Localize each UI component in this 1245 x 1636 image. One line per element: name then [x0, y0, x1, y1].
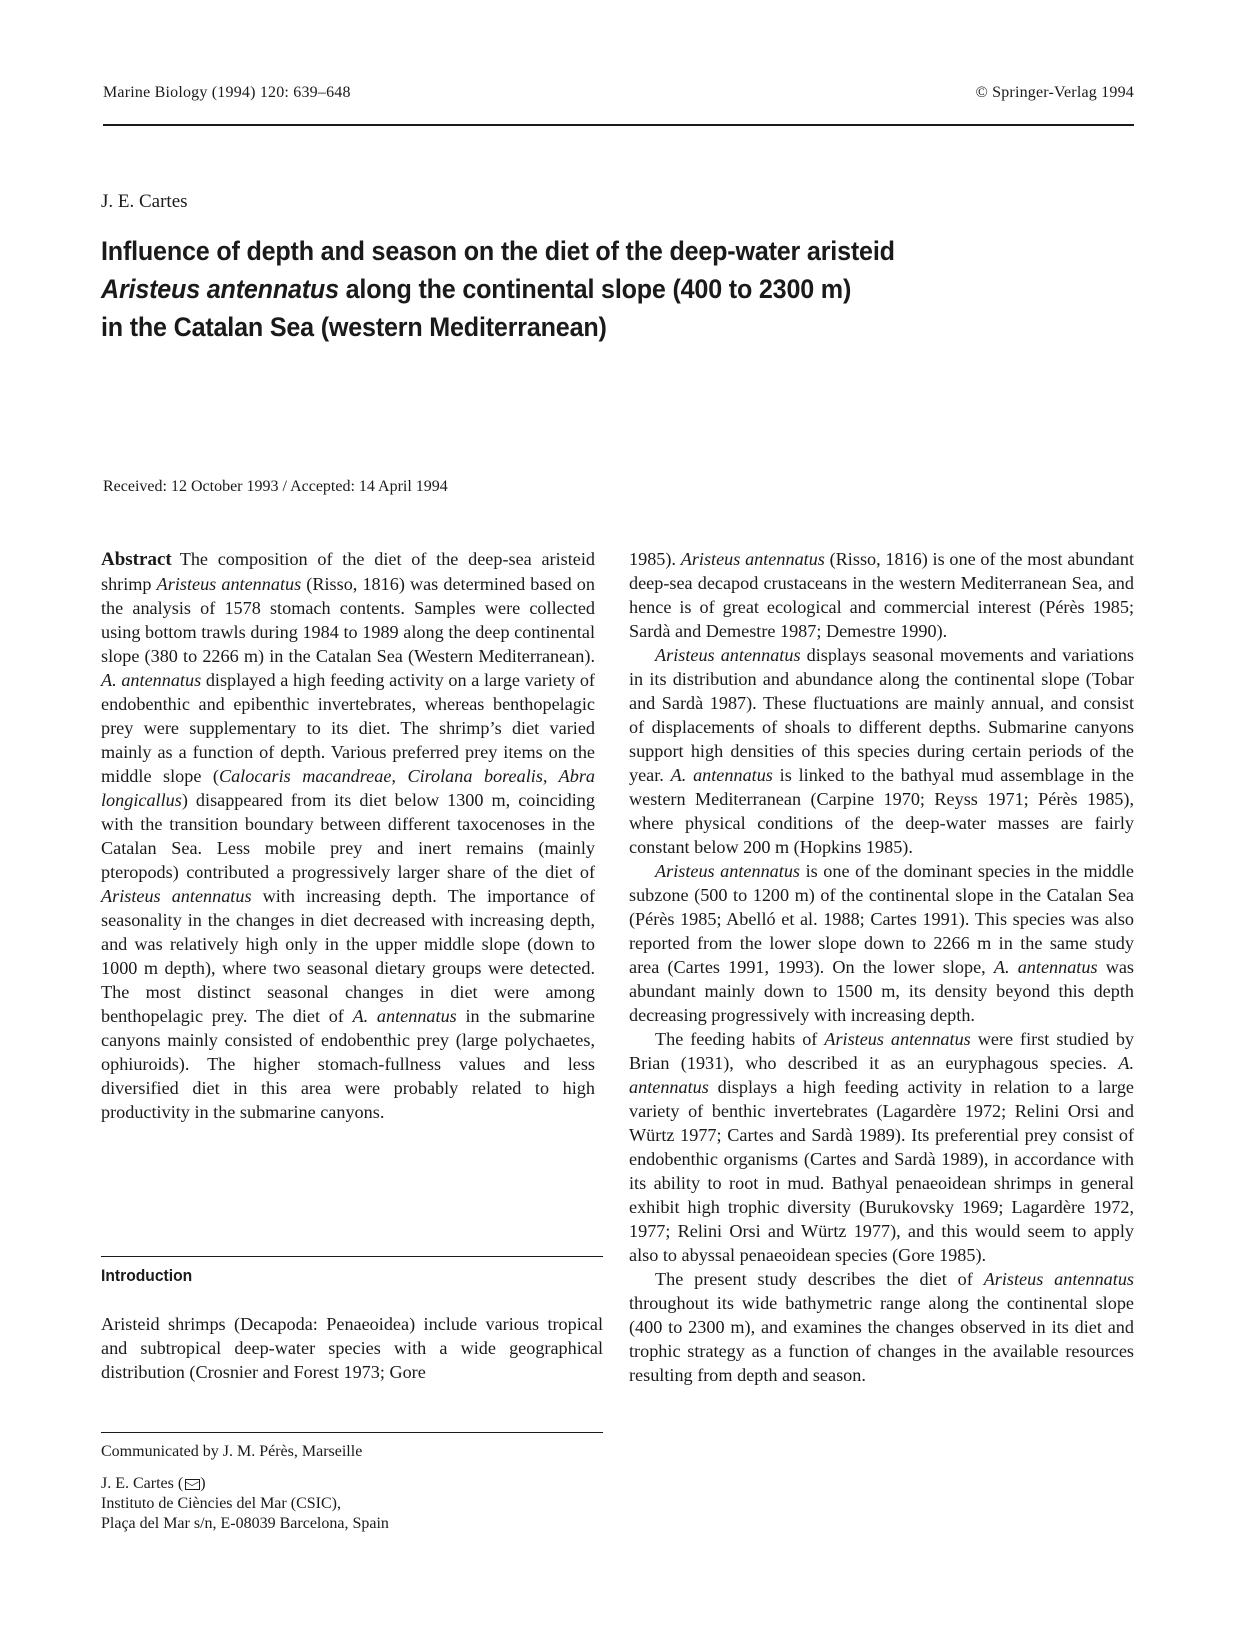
abstract-italic: Aristeus antennatus	[156, 574, 302, 594]
correspondence: J. E. Cartes ( )	[101, 1475, 206, 1492]
abstract-text: ) disappeared from its diet below 1300 m, coinciding with the transition boundary between different taxocenoses in the Catalan Sea. Less mobile prey and inert remains (mainly pteropods) contributed a progressively larger share of the diet of	[101, 790, 595, 882]
abstract-text: in the submarine canyons mainly consisted of endobenthic prey (large polychaetes, ophiuroids). The higher stomach-fullness values and less diversified diet in this area were probably related to high productivity in the submarine canyons.	[101, 1006, 595, 1122]
body-text: is one of the dominant species in the middle subzone (500 to 1200 m) of the continental slope in the Catalan Sea (Pérès 1985; Abelló et al. 1988; Cartes 1991). This species was also reported from the lower slope down to 2266 m in the same study area (Cartes 1991, 1993). On the lower slope,	[629, 861, 1134, 977]
envelope-icon	[185, 1479, 200, 1490]
body-italic: Aristeus antennatus	[824, 1029, 971, 1049]
body-text: throughout its wide bathymetric range along the continental slope (400 to 2300 m), and examines the changes observed in its diet and trophic strategy as a function of changes in the available resources resulting from depth and season.	[629, 1293, 1134, 1385]
title-line-3: in the Catalan Sea (western Mediterranean)	[101, 312, 607, 342]
communicated-by: Communicated by J. M. Pérès, Marseille	[101, 1443, 363, 1460]
introduction-paragraph: Aristeid shrimps (Decapoda: Penaeoidea) include various tropical and subtropical deep-water species with a wide geographical distribution (Crosnier and Forest 1973; Gore	[101, 1314, 603, 1382]
abstract-text: with increasing depth. The importance of seasonality in the changes in diet decreased with increasing depth, and was relatively high only in the upper middle slope (down to 1000 m depth), where two seasonal dietary groups were detected. The most distinct seasonal changes in diet were among benthopelagic prey. The diet of	[101, 886, 595, 1026]
running-head	[103, 84, 1134, 102]
body-italic: Aristeus antennatus	[680, 549, 825, 569]
journal-citation: Marine Biology (1994) 120: 639–648	[103, 84, 351, 101]
body-text: The present study describes the diet of	[655, 1269, 984, 1289]
abstract-column	[101, 547, 595, 1124]
title-line-2	[101, 270, 1068, 308]
author-name: J. E. Cartes	[101, 191, 188, 212]
body-text: was abundant mainly down to 1500 m, its density beyond this depth decreasing progressively with increasing depth.	[629, 957, 1134, 1025]
abstract-text: (Risso, 1816) was determined based on the analysis of 1578 stomach contents. Samples were collected using bottom trawls during 1984 to 1989 along the deep continental slope (380 to 2266 m) in the Catalan Sea (Western Mediterranean).	[101, 574, 595, 666]
contact-name: J. E. Cartes	[101, 1475, 174, 1492]
abstract	[101, 547, 595, 1124]
body-text: is linked to the bathyal mud assemblage in the western Mediterranean (Carpine 1970; Reyss 1971; Pérès 1985), where physical conditions of the deep-water masses are fairly constant below 200 m (Hopkins 1985).	[629, 765, 1134, 857]
body-text: (Risso, 1816) is one of the most abundant deep-sea decapod crustaceans in the western Mediterranean Sea, and hence is of great ecological and commercial interest (Pérès 1985; Sardà and Demestre 1987; Demestre 1990).	[629, 549, 1134, 641]
body-paragraph	[629, 643, 1134, 859]
footnotes	[101, 1442, 603, 1534]
right-column	[629, 547, 1134, 1387]
header-rule	[103, 124, 1134, 126]
body-paragraph	[629, 1267, 1134, 1387]
body-italic: Aristeus antennatus	[655, 645, 801, 665]
title-line-2-rest: along the continental slope (400 to 2300 m)	[338, 274, 852, 304]
received-accepted-dates: Received: 12 October 1993 / Accepted: 14 April 1994	[103, 478, 448, 495]
body-paragraph	[629, 859, 1134, 1027]
body-paragraph	[629, 1027, 1134, 1267]
address: Plaça del Mar s/n, E-08039 Barcelona, Spain	[101, 1515, 389, 1532]
body-text: displays seasonal movements and variations in its distribution and abundance along the continental slope (Tobar and Sardà 1987). These fluctuations are mainly annual, and consist of displacements of shoals to different depths. Submarine canyons support high densities of this species during certain periods of the year.	[629, 645, 1135, 785]
footnote-rule	[101, 1432, 603, 1433]
abstract-italic: A. antennatus	[352, 1006, 457, 1026]
abstract-text: displayed a high feeding activity on a large variety of endobenthic and epibenthic invertebrates, whereas benthopelagic prey were supplementary to its diet. The shrimp’s diet varied mainly as a function of depth. Various preferred prey items on the middle slope (	[101, 670, 595, 786]
body-text: 1985).	[629, 549, 681, 569]
body-italic: Aristeus antennatus	[655, 861, 801, 881]
abstract-italic: Aristeus antennatus	[101, 886, 252, 906]
body-italic: A. antennatus	[629, 1053, 1134, 1097]
body-text: The feeding habits of	[655, 1029, 825, 1049]
section-rule	[101, 1256, 603, 1257]
paper-title	[101, 232, 1068, 346]
title-species: Aristeus antennatus	[101, 274, 339, 304]
body-italic: Aristeus antennatus	[983, 1269, 1135, 1289]
abstract-label: Abstract	[101, 549, 172, 570]
abstract-italic: A. antennatus	[101, 670, 202, 690]
body-italic: A. antennatus	[670, 765, 773, 785]
body-italic: A. antennatus	[993, 957, 1098, 977]
abstract-italic: Calocaris macandreae, Cirolana borealis, Abra longicallus	[101, 766, 595, 810]
body-text: displays a high feeding activity in relation to a large variety of benthic invertebrates (Lagardère 1972; Relini Orsi and Würtz 1977; Cartes and Sardà 1989). Its preferential prey consist of endobenthic organisms (Cartes and Sardà 1989), in accordance with its ability to root in mud. Bathyal penaeoidean shrimps in general exhibit high trophic diversity (Burukovsky 1969; Lagardère 1972, 1977; Relini Orsi and Würtz 1977), and this would seem to apply also to abyssal penaeoidean species (Gore 1985).	[629, 1077, 1134, 1265]
introduction-heading: Introduction	[101, 1266, 193, 1285]
body-text: were first studied by Brian (1931), who described it as an euryphagous species.	[629, 1029, 1135, 1073]
institute: Instituto de Ciències del Mar (CSIC),	[101, 1495, 341, 1512]
abstract-text: The composition of the diet of the deep-sea aristeid shrimp	[101, 549, 595, 594]
publisher-copyright: © Springer-Verlag 1994	[975, 84, 1134, 101]
title-line-1: Influence of depth and season on the diet of the deep-water aristeid	[101, 236, 895, 266]
body-paragraph	[629, 547, 1134, 643]
